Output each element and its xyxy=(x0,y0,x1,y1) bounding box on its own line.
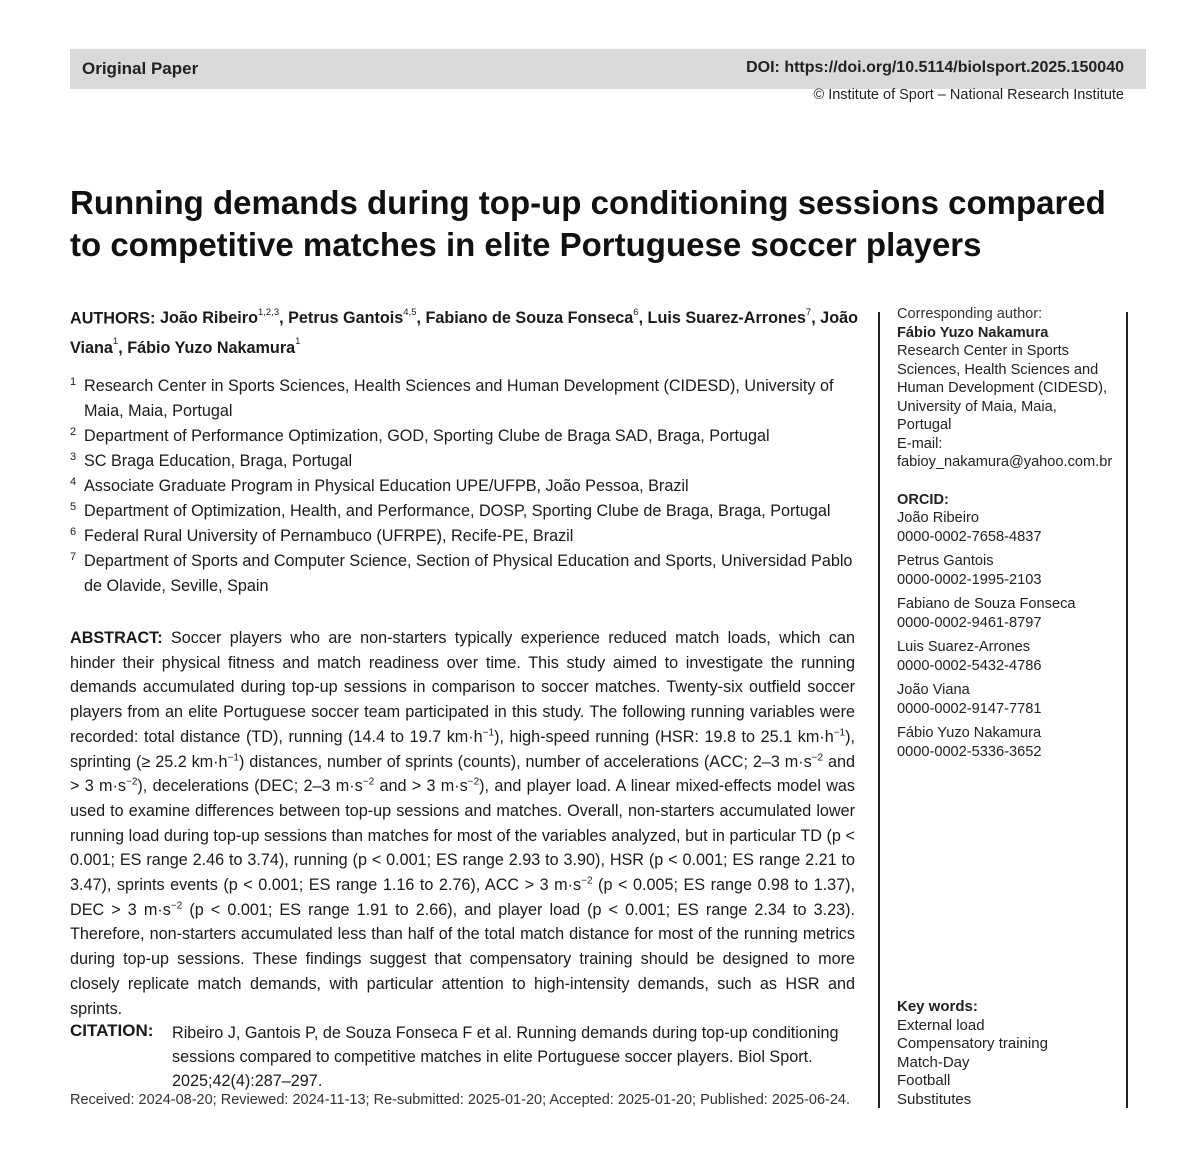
orcid-id[interactable]: 0000-0002-5336-3652 xyxy=(897,743,1042,760)
header-bar xyxy=(70,49,1146,89)
author-list: João Ribeiro$^{1,2,3}$, Petrus Gantois$^{4,5}$, Fabiano de Souza Fonseca$^6$, Luis Suarez-Arrones$^7$, João Viana$^1$, Fábio Yuzo Nakamura$^1$ xyxy=(70,307,858,357)
section-label: Original Paper xyxy=(82,59,199,78)
address-line: University of Maia, Maia, xyxy=(897,398,1057,415)
author-name: Fabiano de Souza Fonseca xyxy=(420,309,634,328)
abstract-text: (p < 0.001; ES range 1.91 to 2.66), and player load (p < 0.001; ES range 2.34 to 3.23). Therefore, non-starters accumulated less than half of the total match distance for most of the running metrics during top-up sessions. These findings suggest that compensatory training should be designed to more closely replicate match demands, with particular attention to high-intensity demands, such as HSR and sprints. xyxy=(70,900,855,1018)
author-affiliation-marker: 1 xyxy=(112,336,119,348)
affiliation-text: Federal Rural University of Pernambuco (UFRPE), Recife-PE, Brazil xyxy=(84,527,574,545)
unit-exponent: −2 xyxy=(581,875,593,887)
unit-exponent: −1 xyxy=(833,727,846,739)
affiliation-number: 6 xyxy=(70,526,77,538)
affiliation-text: SC Braga Education, Braga, Portugal xyxy=(84,452,353,470)
affiliation-number: 1 xyxy=(70,376,77,388)
abstract-text: ), decelerations (DEC; 2–3 m·s xyxy=(137,777,363,796)
orcid-id[interactable]: 0000-0002-1995-2103 xyxy=(897,571,1042,588)
author-affiliation-marker: 1 xyxy=(295,336,301,348)
author-name: Luis Suarez-Arrones xyxy=(643,309,806,328)
abstract xyxy=(70,626,855,1021)
orcid-name: Fábio Yuzo Nakamura xyxy=(897,725,1042,741)
orcid-id[interactable]: 0000-0002-7658-4837 xyxy=(897,528,1042,545)
sidebar-rule-left xyxy=(878,312,880,1108)
affiliation-number: 5 xyxy=(70,501,77,513)
affiliation-item xyxy=(70,449,860,474)
keywords-label: Key words: xyxy=(897,998,978,1015)
orcid-entry xyxy=(897,509,1123,546)
author-affiliation-marker: 1,2,3 xyxy=(257,307,280,318)
unit-exponent: −2 xyxy=(811,752,824,764)
affiliation-item xyxy=(70,499,860,524)
orcid-list xyxy=(897,509,1123,761)
affiliation-number: 3 xyxy=(70,451,77,463)
corresponding-author-name: Fábio Yuzo Nakamura xyxy=(897,324,1049,341)
affiliation-text: Department of Sports and Computer Science, Section of Physical Education and Sports, Universidad Pablo de Olavide, Seville, Spain xyxy=(84,552,853,595)
abstract-text: and > 3 m·s xyxy=(374,777,468,796)
affiliation-number: 4 xyxy=(70,476,77,488)
author-affiliation-marker: 6 xyxy=(633,307,639,318)
address-line: Research Center in Sports xyxy=(897,343,1069,359)
orcid-entry xyxy=(897,724,1123,761)
affiliation-number: 2 xyxy=(70,426,77,438)
author-name: Fábio Yuzo Nakamura xyxy=(122,338,296,357)
affiliation-item xyxy=(70,424,860,449)
affiliation-number: 7 xyxy=(70,551,77,563)
orcid-name: Fabiano de Souza Fonseca xyxy=(897,596,1076,612)
affiliation-item xyxy=(70,374,860,424)
keyword-item: Match-Day xyxy=(897,1053,970,1071)
address-line: Sciences, Health Sciences and xyxy=(897,361,1099,378)
author-name: Petrus Gantois xyxy=(283,309,404,328)
keywords-box xyxy=(897,998,1123,1109)
orcid-name: Petrus Gantois xyxy=(897,553,994,569)
authors-line xyxy=(70,302,860,361)
authors-label: AUTHORS: xyxy=(70,309,156,328)
orcid-name: João Viana xyxy=(897,682,970,698)
author-name: João Ribeiro xyxy=(159,309,258,328)
publication-dates: Received: 2024-08-20; Reviewed: 2024-11-13; Re-submitted: 2025-01-20; Accepted: 2025-01-20; Published: 2025-06-24. xyxy=(70,1092,851,1108)
abstract-label: ABSTRACT: xyxy=(70,629,163,647)
author-affiliation-marker: 4,5 xyxy=(403,307,417,318)
keywords-list xyxy=(897,1017,1123,1110)
orcid-id[interactable]: 0000-0002-9461-8797 xyxy=(897,614,1042,631)
orcid-id[interactable]: 0000-0002-9147-7781 xyxy=(897,700,1042,717)
copyright-line: © Institute of Sport – National Research Institute xyxy=(813,87,1124,103)
abstract-text: Soccer players who are non-starters typically experience reduced match loads, which can hinder their physical fitness and match readiness over time. This study aimed to investigate the running demands accumulated during top-up sessions in comparison to soccer matches. Twenty-six outfield soccer players from an elite Portuguese soccer team participated in this study. The following running variables were recorded: total distance (TD), running (14.4 to 19.7 km·h xyxy=(70,629,855,746)
affiliation-text: Department of Performance Optimization, GOD, Sporting Clube de Braga SAD, Braga, Portugal xyxy=(84,427,770,445)
affiliation-item xyxy=(70,524,860,549)
doi-link[interactable]: DOI: https://doi.org/10.5114/biolsport.2025.150040 xyxy=(746,59,1124,76)
corresponding-author-address xyxy=(897,342,1123,435)
unit-exponent: −1 xyxy=(482,727,495,739)
sidebar xyxy=(897,305,1123,767)
keyword-item: Compensatory training xyxy=(897,1035,1048,1052)
unit-exponent: −2 xyxy=(170,900,183,912)
address-line: Human Development (CIDESD), xyxy=(897,380,1108,396)
unit-exponent: −2 xyxy=(126,776,138,788)
corresponding-author-label: Corresponding author: xyxy=(897,306,1043,322)
orcid-entry xyxy=(897,552,1123,589)
orcid-entry xyxy=(897,595,1123,632)
abstract-text: and > 3 m·s xyxy=(70,752,855,796)
affiliation-text: Department of Optimization, Health, and Performance, DOSP, Sporting Clube de Braga, Braga, Portugal xyxy=(84,502,831,520)
affiliation-text: Research Center in Sports Sciences, Health Sciences and Human Development (CIDESD), University of Maia, Maia, Portugal xyxy=(84,377,834,420)
sidebar-rule-right xyxy=(1126,312,1128,1108)
orcid-label: ORCID: xyxy=(897,491,949,508)
affiliation-item xyxy=(70,474,860,499)
orcid-name: Luis Suarez-Arrones xyxy=(897,639,1031,655)
author-affiliation-marker: 7 xyxy=(805,307,812,318)
email-address[interactable]: fabioy_nakamura@yahoo.com.br xyxy=(897,454,1113,470)
orcid-id[interactable]: 0000-0002-5432-4786 xyxy=(897,657,1042,674)
unit-exponent: −2 xyxy=(362,776,375,788)
unit-exponent: −2 xyxy=(467,776,480,788)
keyword-item: External load xyxy=(897,1016,985,1034)
affiliation-item xyxy=(70,549,860,599)
citation-text: Ribeiro J, Gantois P, de Souza Fonseca F et al. Running demands during top-up conditioning sessions compared to competitive matches in elite Portuguese soccer players. Biol Sport. 2025;42(4):287–297. xyxy=(172,1024,839,1090)
orcid-entry xyxy=(897,638,1123,675)
abstract-text: ), sprinting (≥ 25.2 km·h xyxy=(70,727,855,771)
unit-exponent: −1 xyxy=(227,752,239,764)
author-name: João Viana xyxy=(70,309,858,357)
paper-title: Running demands during top-up conditioning sessions compared to competitive matches in elite Portuguese soccer players xyxy=(70,184,1106,263)
affiliations-list xyxy=(70,374,860,599)
abstract-text: ) distances, number of sprints (counts), number of accelerations (ACC; 2–3 m·s xyxy=(238,752,812,771)
abstract-text: ), and player load. A linear mixed-effects model was used to examine differences between top-up sessions and matches. Overall, non-starters accumulated lower running load during top-up sessions than matches for most of the variables analyzed, but in particular TD (p < 0.001; ES range 2.46 to 3.74), running (p < 0.001; ES range 2.93 to 3.90), HSR (p < 0.001; ES range 2.21 to 3.47), sprints events (p < 0.001; ES range 1.16 to 2.76), ACC > 3 m·s xyxy=(70,777,855,895)
email-label: E-mail: xyxy=(897,435,943,452)
orcid-entry xyxy=(897,681,1123,718)
citation-label: CITATION: xyxy=(70,1021,154,1040)
abstract-text: (p < 0.005; ES range 0.98 to 1.37), DEC > 3 m·s xyxy=(70,876,856,919)
abstract-body xyxy=(70,629,855,1018)
orcid-name: João Ribeiro xyxy=(897,510,979,526)
keyword-item: Substitutes xyxy=(897,1090,972,1108)
affiliation-text: Associate Graduate Program in Physical Education UPE/UFPB, João Pessoa, Brazil xyxy=(84,477,689,495)
abstract-text: ), high-speed running (HSR: 19.8 to 25.1 km·h xyxy=(494,727,834,746)
address-line: Portugal xyxy=(897,417,952,433)
keyword-item: Football xyxy=(897,1072,951,1089)
